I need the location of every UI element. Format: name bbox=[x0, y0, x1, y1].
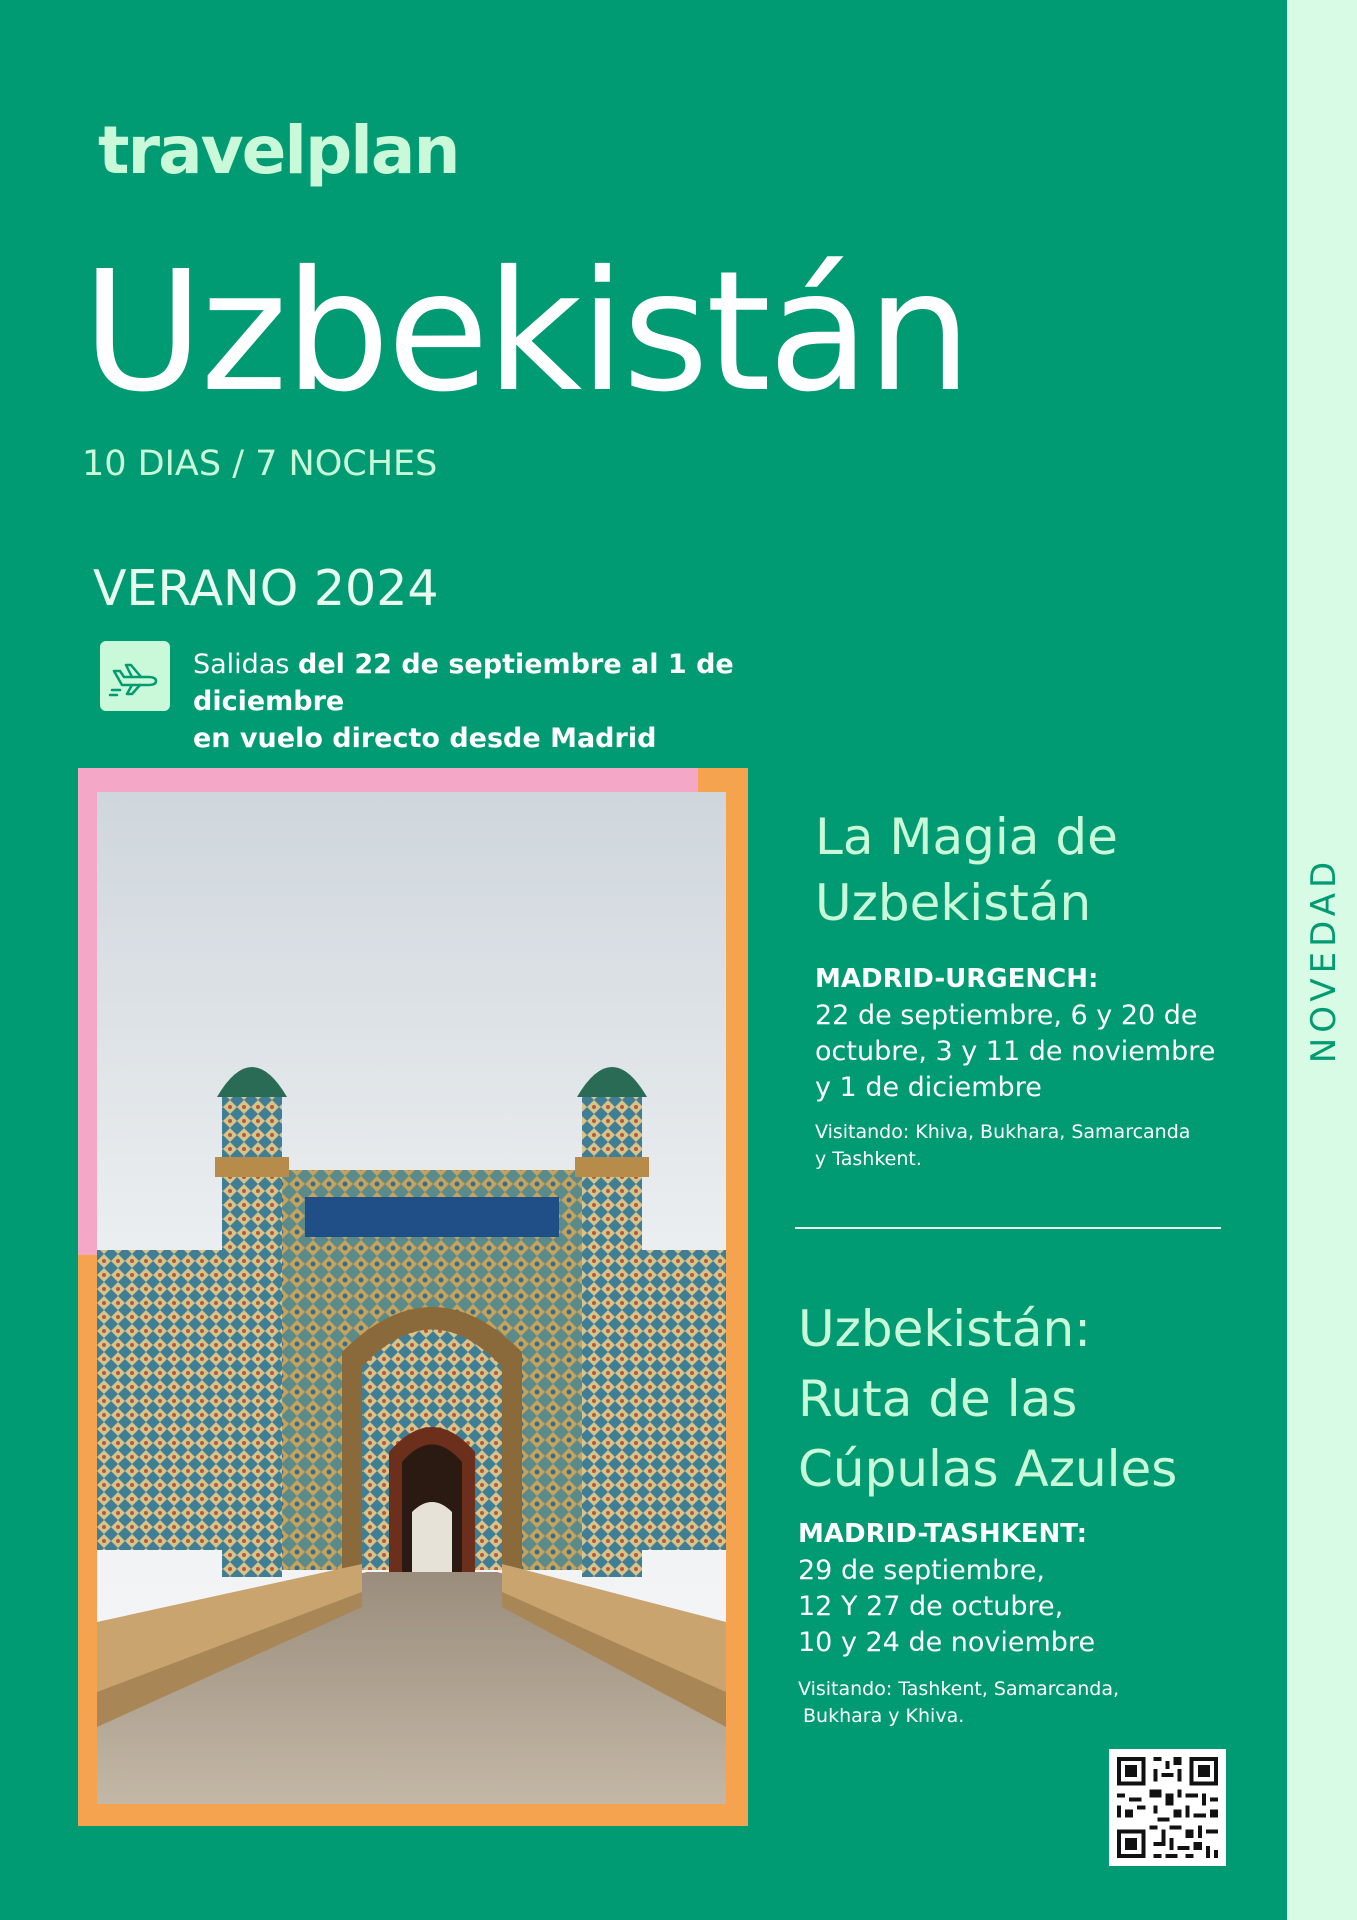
qr-code[interactable] bbox=[1109, 1749, 1226, 1866]
departures-info bbox=[193, 646, 853, 757]
travelplan-logo: travelplan bbox=[98, 112, 459, 189]
season-label: VERANO 2024 bbox=[93, 560, 439, 617]
photo-frame-pink-top bbox=[78, 768, 698, 792]
trip2-visit-line1: Visitando: Tashkent, Samarcanda, bbox=[798, 1678, 1120, 1700]
departures-lead: Salidas bbox=[193, 649, 290, 680]
departures-dates: del 22 de septiembre al 1 de diciembre bbox=[193, 649, 734, 717]
trip2-dates bbox=[798, 1553, 1095, 1661]
divider bbox=[795, 1227, 1221, 1229]
trip2-visit-line2: Bukhara y Khiva. bbox=[803, 1705, 965, 1727]
trip1-visiting bbox=[815, 1119, 1190, 1173]
trip2-title-line3: Cúpulas Azules bbox=[798, 1440, 1178, 1498]
trip1-visit-line1: Visitando: Khiva, Bukhara, Samarcanda bbox=[815, 1121, 1191, 1143]
khiva-palace-photo bbox=[97, 792, 726, 1804]
trip1-visit-line2: y Tashkent. bbox=[815, 1148, 922, 1170]
trip1-title bbox=[815, 804, 1118, 936]
trip1-title-line1: La Magia de bbox=[815, 808, 1118, 866]
novedad-label: NOVEDAD bbox=[1304, 856, 1344, 1064]
trip1-dates bbox=[815, 998, 1215, 1106]
trip2-title-line2: Ruta de las bbox=[798, 1370, 1078, 1428]
trip1-dates-line2: octubre, 3 y 11 de noviembre bbox=[815, 1036, 1216, 1067]
trip-duration: 10 DIAS / 7 NOCHES bbox=[82, 444, 438, 484]
airplane-icon bbox=[100, 641, 170, 711]
trip2-route: MADRID-TASHKENT: bbox=[798, 1519, 1088, 1549]
photo-frame-pink-edge bbox=[78, 768, 97, 1255]
trip1-route: MADRID-URGENCH: bbox=[815, 964, 1099, 994]
trip2-dates-line3: 10 y 24 de noviembre bbox=[798, 1627, 1096, 1658]
trip1-title-line2: Uzbekistán bbox=[815, 874, 1092, 932]
trip2-title-line1: Uzbekistán: bbox=[798, 1300, 1092, 1358]
trip2-dates-line2: 12 Y 27 de octubre, bbox=[798, 1591, 1064, 1622]
trip2-title bbox=[798, 1294, 1177, 1504]
page-title: Uzbekistán bbox=[82, 236, 969, 429]
trip2-visiting bbox=[798, 1676, 1119, 1730]
departures-flight: en vuelo directo desde Madrid bbox=[193, 723, 657, 754]
trip2-dates-line1: 29 de septiembre, bbox=[798, 1555, 1045, 1586]
trip1-dates-line3: y 1 de diciembre bbox=[815, 1072, 1042, 1103]
trip1-dates-line1: 22 de septiembre, 6 y 20 de bbox=[815, 1000, 1198, 1031]
